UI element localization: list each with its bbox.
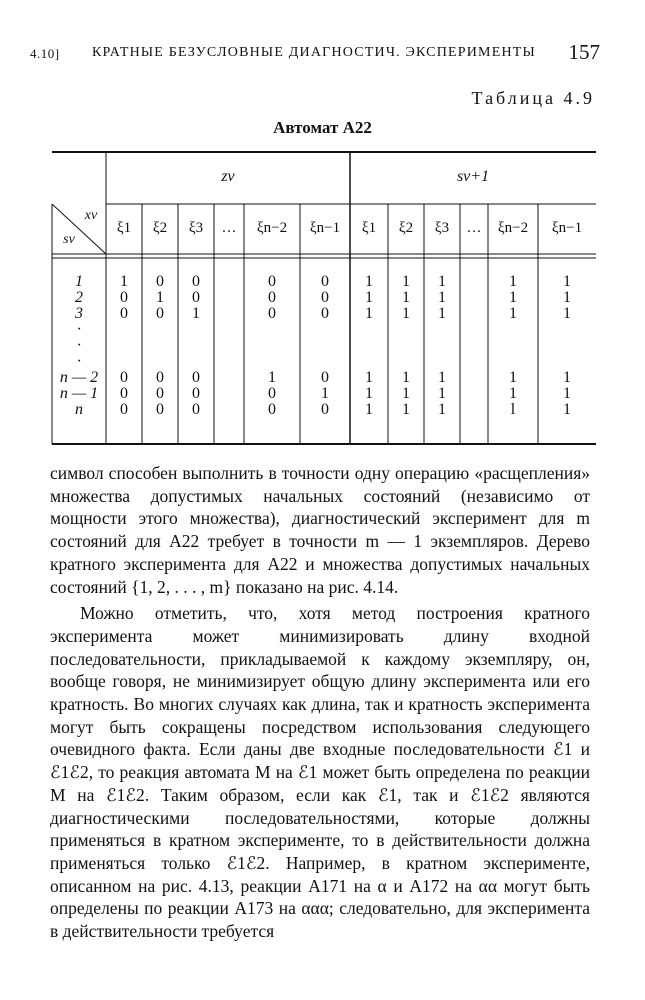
column-header: ξ2 [398, 220, 414, 236]
data-column: 1 1 1 1 1 1 [563, 273, 571, 418]
corner-input-label: xν [84, 208, 98, 223]
section-number: 4.10] [30, 46, 60, 61]
paragraph: символ способен выполнить в точности одну операцию «расщепления» множества допустимых начальных состояний (независимо от мощности этого множества), диагностический эксперимент для m состояний для A22 требует в точности m — 1 экземпляров. Дерево кратного эксперимента для A22 и множества допустимых начальных состояний {1, 2, . . . , m} показано на рис. 4.14. [50, 463, 590, 597]
column-header: ξn−1 [551, 220, 583, 236]
page-number: 157 [568, 40, 600, 64]
column-header: ξ1 [116, 220, 132, 236]
table-label: Таблица 4.9 [471, 88, 595, 108]
column-header: ξn−1 [309, 220, 341, 236]
data-column: 1 1 1 1 1 1 [402, 273, 410, 418]
column-header: ξn−2 [497, 220, 529, 236]
body-text [50, 462, 590, 943]
corner-state-label: sν [63, 232, 75, 247]
column-header: ξn−2 [256, 220, 288, 236]
column-header: ξ1 [361, 220, 377, 236]
data-column: 1 1 1 1 1 l [509, 273, 517, 418]
group-header-s: sν+1 [456, 168, 490, 185]
column-header: ξ3 [434, 220, 450, 236]
data-column: 0 1 0 0 0 0 [156, 273, 164, 418]
data-column: 1 1 1 1 1 1 [438, 273, 446, 418]
table-caption: Автомат A22 [273, 118, 372, 137]
row-labels: 1 2 3 · · · n — 2 n — 1 n [59, 273, 99, 418]
data-column: 0 0 1 0 0 0 [192, 273, 200, 418]
column-header: … [221, 220, 237, 236]
data-column: 1 1 1 1 1 1 [365, 273, 373, 418]
column-header: … [466, 220, 482, 236]
column-header: ξ3 [188, 220, 204, 236]
data-column: 0 0 0 1 0 0 [268, 273, 276, 418]
data-column: 1 0 0 0 0 0 [120, 273, 128, 418]
data-column: 0 0 0 0 1 0 [321, 273, 329, 418]
running-title: КРАТНЫЕ БЕЗУСЛОВНЫЕ ДИАГНОСТИЧ. ЭКСПЕРИМЕНТЫ [92, 45, 536, 60]
paragraph: Можно отметить, что, хотя метод построения кратного эксперимента может минимизировать длину входной последовательности, прикладываемой к каждому экземпляру, он, вообще говоря, не минимизирует общую длину эксперимента или его кратность. Во многих случаях как длина, так и кратность эксперимента могут быть сокращены посредством использования следующего очевидного факта. Если даны две входные последовательности ℰ1 и ℰ1ℰ2, то реакция автомата M на ℰ1 может быть определена по реакции M на ℰ1ℰ2. Таким образом, если как ℰ1, так и ℰ1ℰ2 являются диагностическими последовательностями, которые должны применяться в кратном эксперименте, то в действительности должна применяться только ℰ1ℰ2. Например, в кратном эксперименте, описанном на рис. 4.13, реакции A171 на α и A172 на αα могут быть определены по реакции A173 на ααα; следовательно, для эксперимента в действительности требуется [50, 603, 590, 942]
column-header: ξ2 [152, 220, 168, 236]
group-header-z: zν [221, 168, 235, 185]
